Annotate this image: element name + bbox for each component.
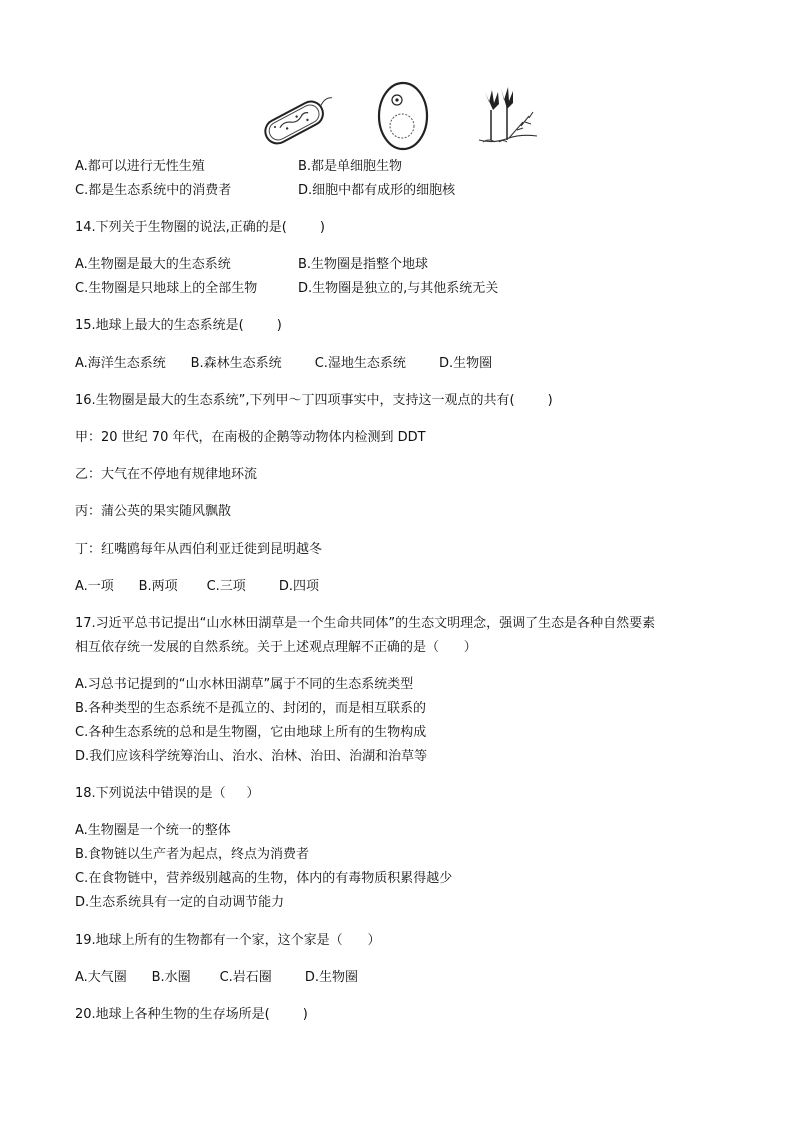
q16-fact-ding: 丁：红嘴鸥每年从西伯利亚迁徙到昆明越冬 [75,542,323,557]
q16-fact-jia: 甲：20 世纪 70 年代，在南极的企鹅等动物体内检测到 DDT [75,430,426,445]
q16-fact-yi: 乙：大气在不停地有规律地环流 [75,467,258,482]
q17-option-d: D.我们应该科学统筹治山、治水、治林、治田、治湖和治草等 [75,749,428,764]
q17-stem-line2: 相互依存统一发展的自然系统。关于上述观点理解不正确的是（ ） [75,640,477,655]
q16-fact-bing: 丙：蒲公英的果实随风飘散 [75,504,232,519]
q18-option-c: C.在食物链中，营养级别越高的生物，体内的有毒物质积累得越少 [75,871,453,886]
q14-stem: 14.下列关于生物圈的说法,正确的是( ) [75,220,326,235]
q16-options: A.一项 B.两项 C.三项 D.四项 [75,579,319,594]
mold-fungus-image [475,84,545,150]
q14-option-d: D.生物圈是独立的,与其他系统无关 [298,281,499,296]
bacterium-image [255,86,335,152]
q17-option-a: A.习总书记提到的“山水林田湖草”属于不同的生态系统类型 [75,677,414,692]
q17-option-b: B.各种类型的生态系统不是孤立的、封闭的，而是相互联系的 [75,701,427,716]
q14-option-a: A.生物圈是最大的生态系统 [75,257,231,272]
q14-option-b: B.生物圈是指整个地球 [298,257,429,272]
q17-option-c: C.各种生态系统的总和是生物圈，它由地球上所有的生物构成 [75,725,427,740]
q18-option-a: A.生物圈是一个统一的整体 [75,823,231,838]
q14-option-c: C.生物圈是只地球上的全部生物 [75,281,258,296]
q19-options: A.大气圈 B.水圈 C.岩石圈 D.生物圈 [75,970,358,985]
q20-stem: 20.地球上各种生物的生存场所是( ) [75,1007,308,1022]
q15-stem: 15.地球上最大的生态系统是( ) [75,318,282,333]
q19-stem: 19.地球上所有的生物都有一个家，这个家是（ ） [75,933,381,948]
q13-option-a: A.都可以进行无性生殖 [75,159,205,174]
q13-option-b: B.都是单细胞生物 [298,159,403,174]
q13-option-c: C.都是生态系统中的消费者 [75,183,232,198]
q18-stem: 18.下列说法中错误的是（ ） [75,786,260,801]
yeast-cell-image [375,80,431,152]
q18-option-b: B.食物链以生产者为起点，终点为消费者 [75,847,310,862]
q18-option-d: D.生态系统具有一定的自动调节能力 [75,895,285,910]
q13-option-d: D.细胞中都有成形的细胞核 [298,183,456,198]
q17-stem-line1: 17.习近平总书记提出“山水林田湖草是一个生命共同体”的生态文明理念，强调了生态是各种自然要素 [75,616,656,631]
q16-stem: 16.生物圈是最大的生态系统”,下列甲～丁四项事实中，支持这一观点的共有( ) [75,393,553,408]
question-13-figures [255,80,555,152]
q15-options: A.海洋生态系统 B.森林生态系统 C.湿地生态系统 D.生物圈 [75,356,493,371]
